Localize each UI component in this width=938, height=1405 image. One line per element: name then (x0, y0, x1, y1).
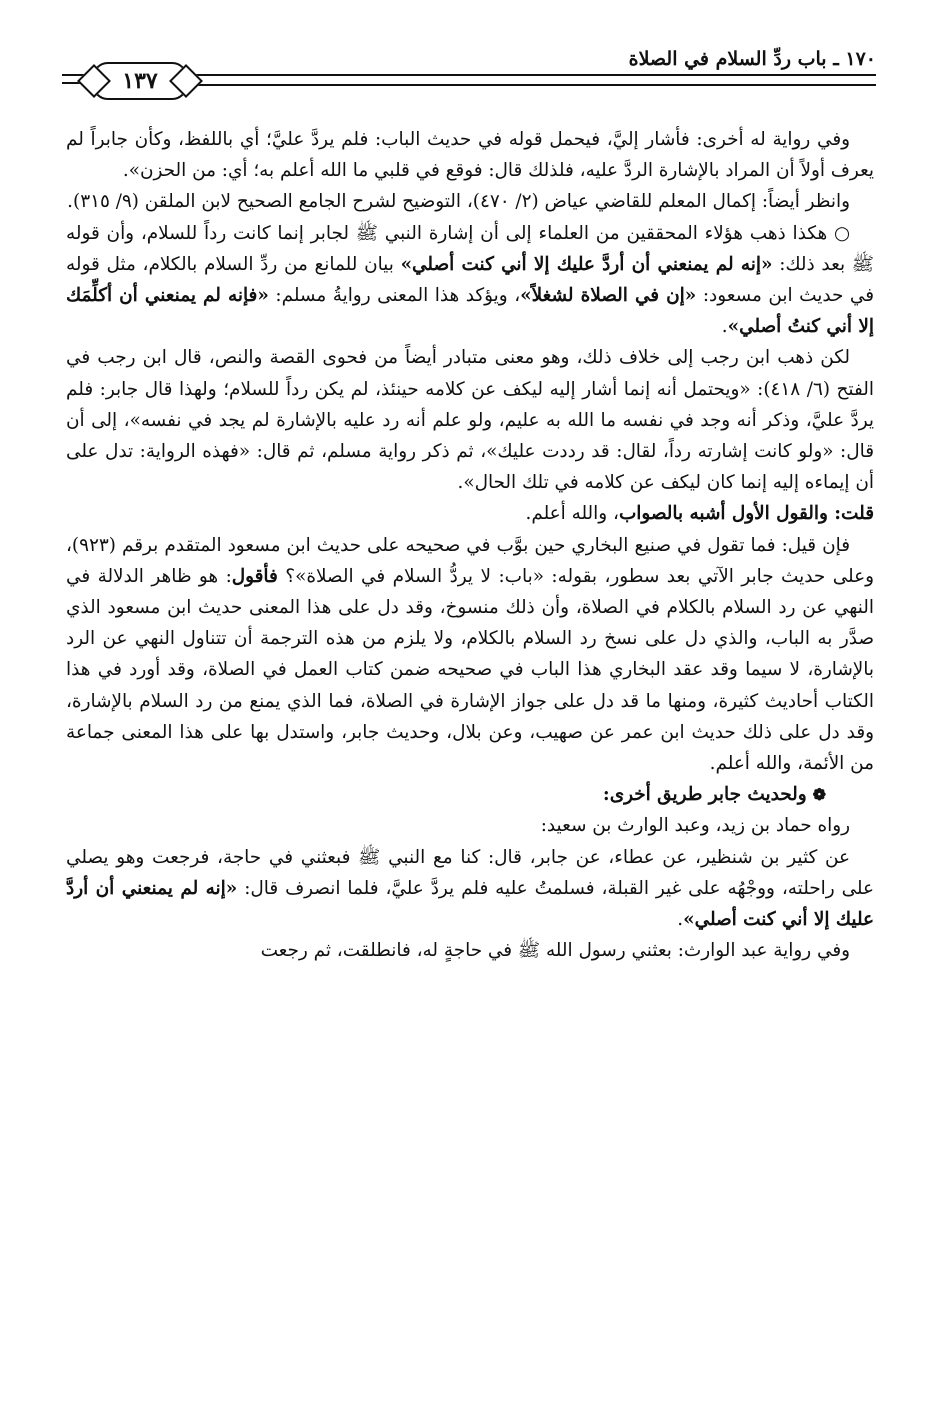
paragraph (66, 935, 874, 966)
quoted-hadith-text: «فإنه لم يمنعني أن أكلِّمَك إلا أني كنتُ أصلي» (66, 285, 874, 338)
paragraph-text: . (721, 316, 728, 338)
quoted-hadith-text: فأقول (231, 565, 278, 587)
paragraph (66, 530, 874, 780)
page-body (66, 124, 874, 966)
paragraph-text: ○ هكذا ذهب هؤلاء المحققين من العلماء إلى أن إشارة النبي ﷺ لجابر إنما كانت رداً للسلام، وأن قوله ﷺ بعد ذلك: (66, 222, 874, 275)
paragraph (66, 842, 874, 936)
paragraph-group-narration (66, 810, 874, 966)
paragraph (66, 124, 874, 186)
page-header (62, 48, 876, 108)
quoted-hadith-text: «إن في الصلاة لشغلاً» (520, 285, 697, 307)
paragraph (66, 810, 874, 841)
paragraph-text: لكن ذهب ابن رجب إلى خلاف ذلك، وهو معنى متبادر أيضاً من فحوى القصة والنص، قال ابن رجب في الفتح (٦/ ٤١٨): «ويحتمل أنه إنما أشار إليه ليكف عن كلامه حينئذ، لم يكن رداً للسلام؛ ولهذا قال جابر: فلم يردَّ عليَّ، وذكر أنه وجد في نفسه ما الله به عليم، ولو علم أنه رد عليه بالإشارة لم يجد في نفسه»، إلى أن قال: «ولو كانت إشارته رداً، لقال: قد رددت عليك»، ثم ذكر رواية مسلم، ثم قال: «فهذه الرواية: تدل على أن إيماءه إليه إنما كان ليكف عن كلامه في تلك الحال». (66, 347, 874, 494)
paragraph (66, 218, 874, 343)
paragraph (66, 342, 874, 498)
page-number: ١٣٧ (122, 68, 158, 94)
paragraph-text: ، والله أعلم. (525, 503, 619, 525)
paragraph-text: ، ويؤكد هذا المعنى روايةُ مسلم: (268, 285, 521, 307)
paragraph-text: . (677, 909, 684, 931)
quoted-hadith-text: «إنه لم يمنعني أن أردَّ عليك إلا أني كنت أصلي» (400, 253, 773, 275)
page-number-badge (92, 62, 188, 100)
paragraph (66, 498, 874, 529)
paragraph-text: وفي رواية عبد الوارث: بعثني رسول الله ﷺ في حاجةٍ له، فانطلقت، ثم رجعت (260, 940, 850, 962)
paragraph-text: رواه حماد بن زيد، وعبد الوارث بن سعيد: (540, 815, 850, 837)
paragraph-text: : هو ظاهر الدلالة في النهي عن رد السلام بالكلام في الصلاة، وأن ذلك منسوخ، وقد دل على هذا المعنى حديث ابن مسعود الذي صدَّر به الباب، والذي دل على نسخ رد السلام بالكلام، ولا يلزم من هذه الترجمة أن تتناول النهي عن الرد بالإشارة، لا سيما وقد عقد البخاري هذا الباب في صحيحه ضمن كتاب العمل في الصلاة، وقد أورد في هذا الكتاب أحاديث كثيرة، ومنها ما قد دل على جواز الإشارة في الصلاة، فما الذي يمنع من رد السلام بالإشارة، وقد دل على ذلك حديث ابن عمر عن صهيب، وعن بلال، وحديث جابر، واستدل بها على هذا المعنى جماعة من الأئمة، والله أعلم. (66, 565, 874, 775)
paragraph (66, 186, 874, 217)
chapter-title: ١٧٠ ـ باب ردِّ السلام في الصلاة (628, 48, 876, 70)
paragraph-text: فإن قيل: فما تقول في صنيع البخاري حين بوَّب في صحيحه على حديث ابن مسعود المتقدم برقم (٩٢٣)، وعلى حديث جابر الآتي بعد سطور، بقوله: «باب: لا يردُّ السلام في الصلاة»؟ (66, 534, 874, 587)
quoted-hadith-text: «إنه لم يمنعني أن أردَّ عليك إلا أني كنت أصلي» (66, 877, 874, 931)
paragraph-text: عن كثير بن شنظير، عن عطاء، عن جابر، قال: كنا مع النبي ﷺ فبعثني في حاجة، فرجعت وهو يصلي على راحلته، ووجْهُه على غير القبلة، فسلمتُ عليه فلم يردَّ عليَّ، فلما انصرف قال: (66, 846, 874, 899)
flower-ornament-icon: ❁ (812, 785, 826, 805)
paragraph-text: بيان للمانع من ردِّ السلام بالكلام، مثل قوله في حديث ابن مسعود: (66, 253, 875, 307)
section-subheading (66, 779, 874, 810)
quoted-hadith-text: قلت: والقول الأول أشبه بالصواب (618, 503, 874, 525)
paragraph-text: وفي رواية له أخرى: فأشار إليَّ، فيحمل قوله في حديث الباب: فلم يردَّ عليَّ؛ أي باللفظ، وكأن جابراً لم يعرف أولاً أن المراد بالإشارة الردَّ عليه، فلذلك قال: فوقع في قلبي ما الله أعلم به؛ أي: من الحزن». (66, 129, 874, 182)
subheading-text: ولحديث جابر طريق أخرى: (602, 784, 807, 806)
paragraph-text: وانظر أيضاً: إكمال المعلم للقاضي عياض (٢/ ٤٧٠)، التوضيح لشرح الجامع الصحيح لابن الملقن (٩/ ٣١٥). (67, 191, 850, 213)
paragraph-group-commentary (66, 124, 874, 779)
